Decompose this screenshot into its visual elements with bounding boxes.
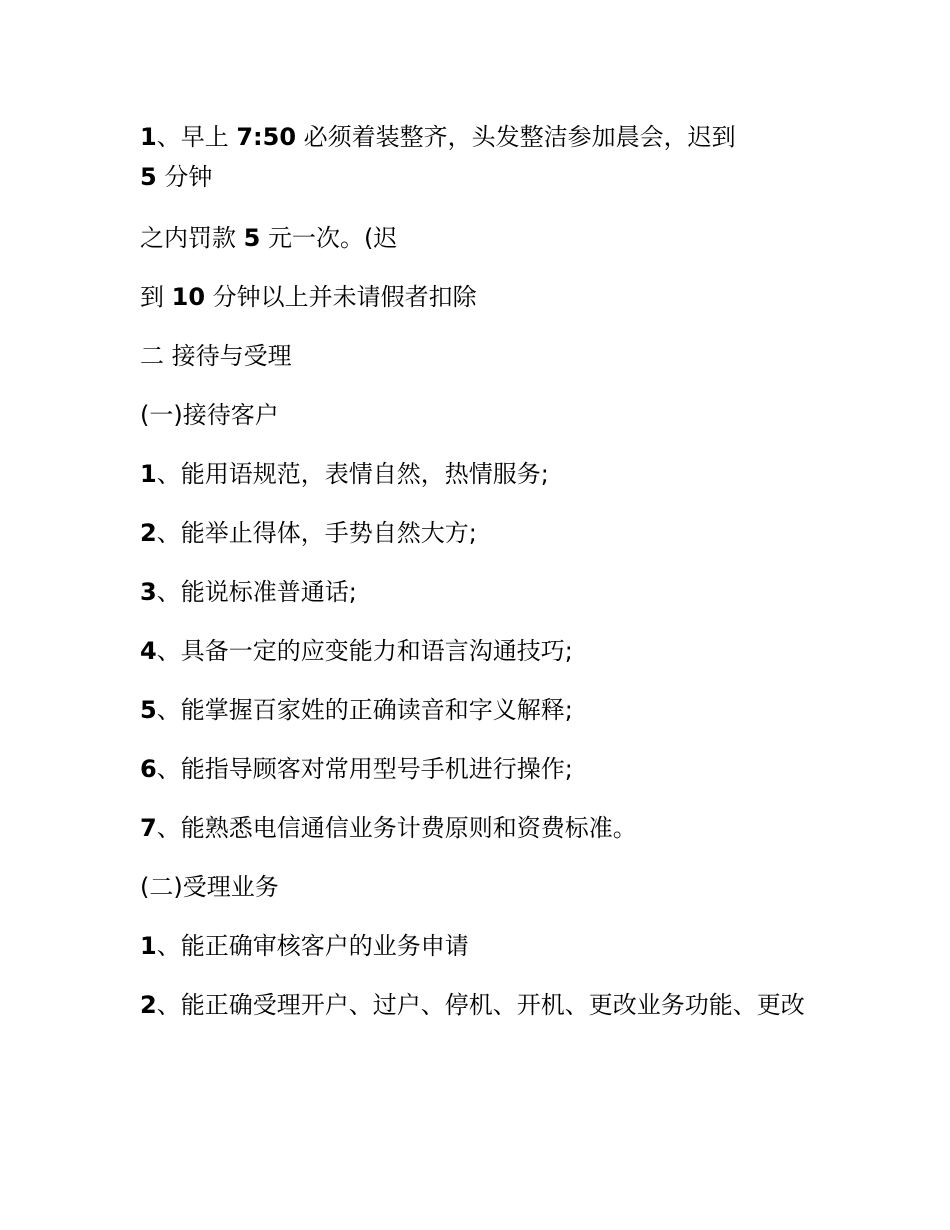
- rule-item-1-text-a: 、早上: [156, 123, 237, 151]
- reception-item-text: 、能用语规范，表情自然，热情服务;: [156, 460, 549, 488]
- fine-prefix: 之内罚款: [140, 224, 244, 252]
- reception-item-text: 、具备一定的应变能力和语言沟通技巧;: [156, 637, 573, 665]
- reception-item: [140, 631, 573, 671]
- business-item: [140, 926, 469, 966]
- reception-item: [140, 454, 549, 494]
- rule-item-1-continued: [140, 218, 397, 258]
- rule-item-1-number: 1: [140, 123, 157, 151]
- business-item-number: 2: [140, 991, 157, 1019]
- rule-item-1-minutes: 5: [140, 163, 157, 191]
- business-item-text: 、能正确审核客户的业务申请: [156, 932, 469, 960]
- business-item-text: 、能正确受理开户、过户、停机、开机、更改业务功能、更改: [156, 991, 805, 1019]
- reception-item: [140, 749, 573, 789]
- fine-suffix: 元一次。(迟: [260, 224, 398, 252]
- reception-item: [140, 572, 357, 612]
- late-prefix: 到: [140, 283, 172, 311]
- rule-item-1-text-b: 必须着装整齐，头发整洁参加晨会，迟到: [296, 123, 736, 151]
- reception-item-number: 5: [140, 696, 157, 724]
- rule-item-1: [140, 117, 830, 197]
- reception-heading: (一)接待客户: [140, 401, 279, 429]
- late-minutes: 10: [171, 283, 206, 311]
- rule-item-1-continued-2: [140, 277, 477, 317]
- reception-item: [140, 808, 637, 848]
- reception-item-text: 、能指导顾客对常用型号手机进行操作;: [156, 755, 573, 783]
- reception-item-text: 、能熟悉电信通信业务计费原则和资费标准。: [156, 814, 637, 842]
- reception-item-text: 、能掌握百家姓的正确读音和字义解释;: [156, 696, 573, 724]
- rule-item-1-minutes-unit: 分钟: [156, 163, 213, 191]
- reception-item-number: 1: [140, 460, 157, 488]
- business-heading: (二)受理业务: [140, 873, 279, 901]
- business-item-number: 1: [140, 932, 157, 960]
- reception-item: [140, 513, 477, 553]
- business-item: [140, 985, 830, 1025]
- fine-amount: 5: [243, 224, 261, 252]
- reception-item-text: 、能说标准普通话;: [156, 578, 357, 606]
- reception-item-number: 3: [140, 578, 157, 606]
- late-suffix: 分钟以上并未请假者扣除: [205, 283, 477, 311]
- section-heading-2: 二 接待与受理: [140, 342, 292, 370]
- reception-item-number: 4: [140, 637, 157, 665]
- reception-item: [140, 690, 573, 730]
- rule-item-1-time: 7:50: [236, 123, 297, 151]
- reception-item-text: 、能举止得体，手势自然大方;: [156, 519, 477, 547]
- reception-item-number: 2: [140, 519, 157, 547]
- reception-item-number: 6: [140, 755, 157, 783]
- reception-item-number: 7: [140, 814, 157, 842]
